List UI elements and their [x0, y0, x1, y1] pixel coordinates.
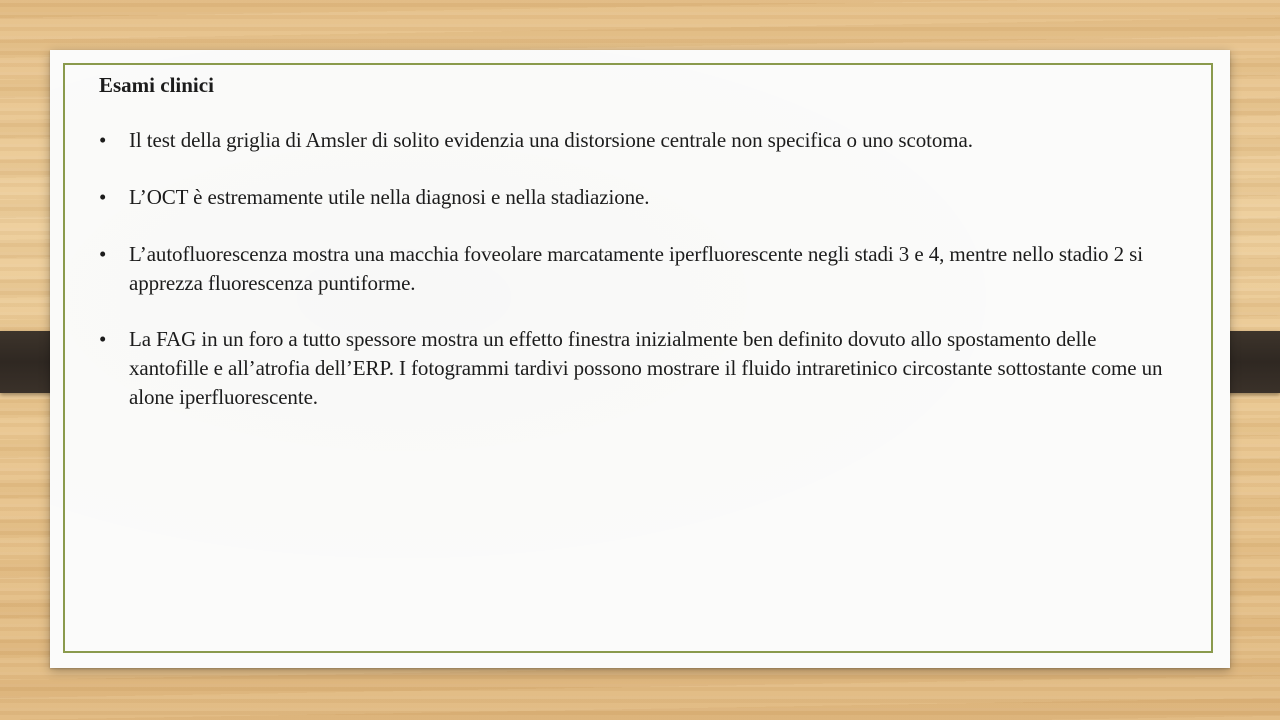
- bullet-item: [99, 240, 1179, 298]
- slide-content: [99, 72, 1179, 412]
- bullet-text: L’OCT è estremamente utile nella diagnosi e nella stadiazione.: [129, 185, 650, 209]
- bullet-icon: •: [99, 242, 107, 266]
- bullet-list: [99, 126, 1179, 412]
- bullet-icon: •: [99, 327, 107, 351]
- bullet-item: [99, 126, 1179, 155]
- bullet-icon: •: [99, 128, 107, 152]
- slide-paper: [50, 50, 1230, 668]
- bullet-text: Il test della griglia di Amsler di solito evidenzia una distorsione centrale non specifica o uno scotoma.: [129, 128, 973, 152]
- bullet-text: La FAG in un foro a tutto spessore mostra un effetto finestra inizialmente ben definito dovuto allo spostamento delle xantofille e all’atrofia dell’ERP. I fotogrammi tardivi possono mostrare il fluido intraretinico circostante sottostante come un alone iperfluorescente.: [129, 327, 1163, 409]
- slide-title: Esami clinici: [99, 73, 214, 97]
- bullet-item: [99, 325, 1179, 412]
- bullet-text: L’autofluorescenza mostra una macchia foveolare marcatamente iperfluorescente negli stadi 3 e 4, mentre nello stadio 2 si apprezza fluorescenza puntiforme.: [129, 242, 1143, 295]
- bullet-icon: •: [99, 185, 107, 209]
- bullet-item: [99, 183, 1179, 212]
